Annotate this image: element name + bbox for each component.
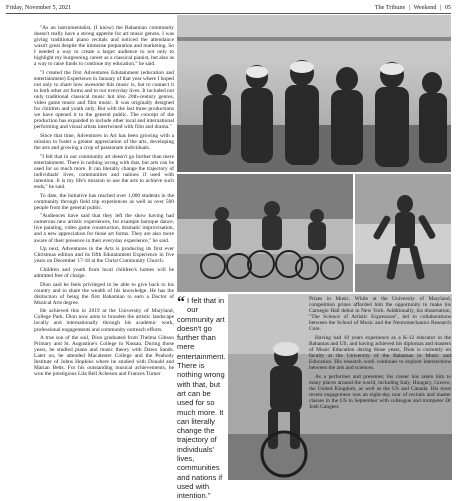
article-column-left xyxy=(34,25,174,477)
paragraph: To date, the initiative has reached over 1,000 students in the community through field trip experiences as well as over 500 people from the general public. xyxy=(34,192,174,211)
paragraph: "Audiences have said that they left the show having had numerous new artistic experiences, for example baroque dance, live painting, video game construction, dramatic improvisation, and a new appreciation for those art forms. They are also more aware of their presence in their everyday experience," he said. xyxy=(34,213,174,244)
section-name: Weekend xyxy=(413,4,437,11)
paragraph: Up next, Adventures in the Arts is producing its first ever Christmas edition and its fifth Edutainment Experience in five years on December 17-18 at the Christ Community Church. xyxy=(34,246,174,265)
paragraph: Since that time, Adventures in Art has been growing with a mission to foster a greater appreciation of the arts, developing the arts and growing a crop of passionate individuals. xyxy=(34,132,174,152)
paragraph: A true son of the soil, Dion graduated from Thelma Gibson Primary and St. Augustine's College in Nassau. During those years, he studied piano and music theory with Dawn Sands. Later on, he attended Macalester College and the Peabody Institute of Johns Hopkins where he studied with Donald and Marian Betts. For his outstanding musical achievements, he won the prestigious Lila Bell Acheson and Frances Turner xyxy=(34,335,174,378)
photo-runner xyxy=(355,174,451,292)
paragraph: "As an instrumentalist, (I know) the Bahamian community doesn't really have a strong appetite for art music genres. I was giving traditional piano recitals and noticed the attendance wasn't great despite the immense preparation and marketing. So I needed a way to create a larger audience to not only to highlight my burgeoning career as a classical pianist, but also as a way to raise funds to continue my education," he said. xyxy=(34,25,174,68)
photo-cyclists-road xyxy=(177,174,353,292)
header-right: The Tribune | Weekend | 05 xyxy=(374,4,451,11)
paragraph: Having had 10 years experience as a K-12 educator in the Bahamas and US, and having achieved his diplomas and masters of Music Education during those years, Dion is currently on faculty at the University of the Bahamas in Music and Education. His research work continues to explore intersections between the arts and sciences. xyxy=(309,334,451,372)
paragraph: Dion said he feels privileged to be able to give back to his country and to share the wealth of his knowledge. He has the distinction of being the first Bahamian to earn a Doctor of Musical Arts degree. xyxy=(34,281,174,306)
quote-mark-icon: “ xyxy=(177,294,185,311)
page-number: 05 xyxy=(444,4,451,11)
paragraph: He achieved this in 2019 at the University of Maryland, College Park. Dion now aims to broaden the artistic landscape locally and internationally through his academic work, professional engagements and community outreach efforts. xyxy=(34,308,174,333)
paragraph: As a performer and presenter, his career has taken him to many places around the world, including Italy, Hungary, Greece, the United Kingdom, as well as the US and Canada. His most recent engagement was an eight-day tour of recitals and master classes in the US in September with colleague and trumpeter Dr Josh Gangeer. xyxy=(309,373,451,410)
paragraph: "I created the first Adventures Edutainment (education and entertainment) Experience in January of that year where I hoped not only to share how awesome this music is, but to connect it to both other art forms and to our everyday lives. It included not only traditional classical music but also 20th-century genres, video game music and film music. It was originally designed for children and youth only. But with the last three productions we have opened it to the general public. The concept of the production has expanded to include other local and international performing and visual artists intertwined with film and drama." xyxy=(34,69,174,131)
paragraph: Prizes in Music. While at the University of Maryland, competition prizes afforded him the opportunity to make his Carnegie Hall debut in New York. Additionally, his dissertation, "The Science of Artistic Expression", led to collaborations between the School of Music and the Neuromechanics Research Core. xyxy=(309,296,451,333)
issue-date: Friday, November 5, 2021 xyxy=(6,4,72,11)
page-header xyxy=(6,2,451,14)
photo-triathletes-swim-start xyxy=(177,15,451,172)
article-column-right xyxy=(309,296,451,480)
publication-name: The Tribune xyxy=(374,4,406,11)
paragraph: "I felt that in our community art doesn't go further than mere entertainment. There is nothing wrong with that, but arts can be used for so much more. It can literally change the trajectory of individuals' lives, communities and nations if used with intention. It is my life's mission to use the arts to achieve such ends," he said. xyxy=(34,153,174,190)
pull-quote-text: I felt that in our community art doesn't go further than mere entertainment. There is nothing wrong with that, but art can be used for so much more. It can literally change the trajectory of individuals' lives, communities and nations if used with intention." xyxy=(177,296,226,501)
paragraph: Children and youth from local children's homes will be admitted free of charge. xyxy=(34,266,174,279)
pull-quote xyxy=(177,294,226,501)
